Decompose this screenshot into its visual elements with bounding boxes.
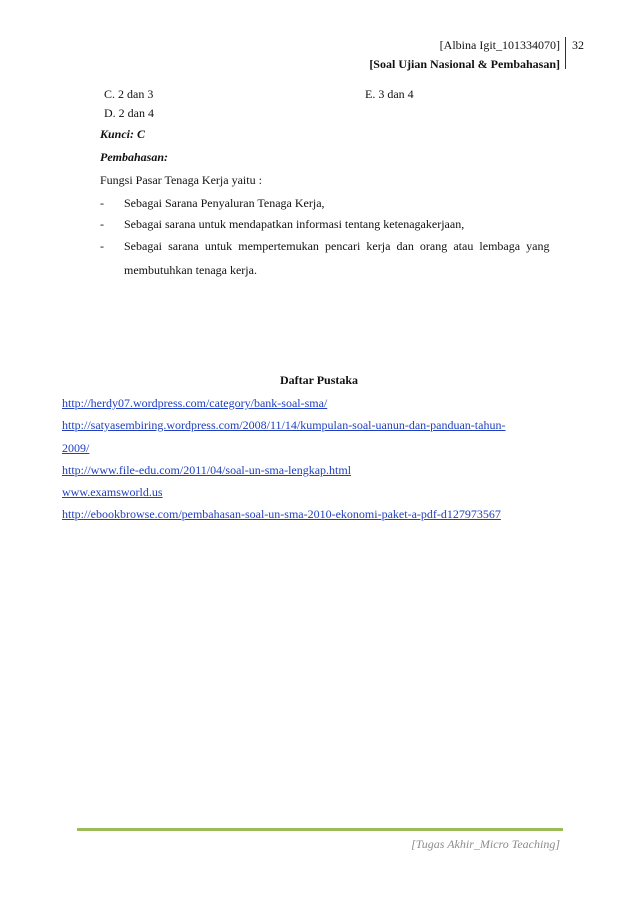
list-item-text: Sebagai sarana untuk mempertemukan pencari kerja dan orang atau lembaga yang xyxy=(124,239,550,253)
header-title: [Soal Ujian Nasional & Pembahasan] xyxy=(369,57,560,71)
header-divider xyxy=(565,37,566,69)
reference-link[interactable]: http://satyasembiring.wordpress.com/2008/11/14/kumpulan-soal-uanun-dan-panduan-tahun- xyxy=(62,418,506,432)
reference-link[interactable]: http://www.file-edu.com/2011/04/soal-un-sma-lengkap.html xyxy=(62,463,352,477)
bullet-dash: - xyxy=(100,217,104,231)
option-c: C. 2 dan 3 xyxy=(104,87,154,101)
page-number: 32 xyxy=(572,38,584,52)
header-author: [Albina Igit_101334070] xyxy=(439,38,560,52)
reference-link[interactable]: www.examsworld.us xyxy=(62,485,163,499)
footer-text: [Tugas Akhir_Micro Teaching] xyxy=(411,837,560,851)
reference-link-continuation[interactable]: 2009/ xyxy=(62,441,90,455)
reference-link[interactable]: http://ebookbrowse.com/pembahasan-soal-un-sma-2010-ekonomi-paket-a-pdf-d127973567 xyxy=(62,507,501,521)
bibliography-title: Daftar Pustaka xyxy=(279,373,359,387)
list-item-text: Sebagai sarana untuk mendapatkan informasi tentang ketenagakerjaan, xyxy=(124,217,465,231)
reference-link[interactable]: http://herdy07.wordpress.com/category/bank-soal-sma/ xyxy=(62,396,328,410)
option-d: D. 2 dan 4 xyxy=(104,106,154,120)
bullet-dash: - xyxy=(100,239,104,253)
option-e: E. 3 dan 4 xyxy=(365,87,414,101)
bullet-dash: - xyxy=(100,196,104,210)
list-item-text: Sebagai Sarana Penyaluran Tenaga Kerja, xyxy=(124,196,325,210)
pembahasan-label: Pembahasan: xyxy=(100,150,169,164)
footer-divider xyxy=(77,828,563,831)
list-item-continuation: membutuhkan tenaga kerja. xyxy=(124,263,257,277)
answer-key: Kunci: C xyxy=(100,127,146,141)
intro-text: Fungsi Pasar Tenaga Kerja yaitu : xyxy=(100,173,262,187)
